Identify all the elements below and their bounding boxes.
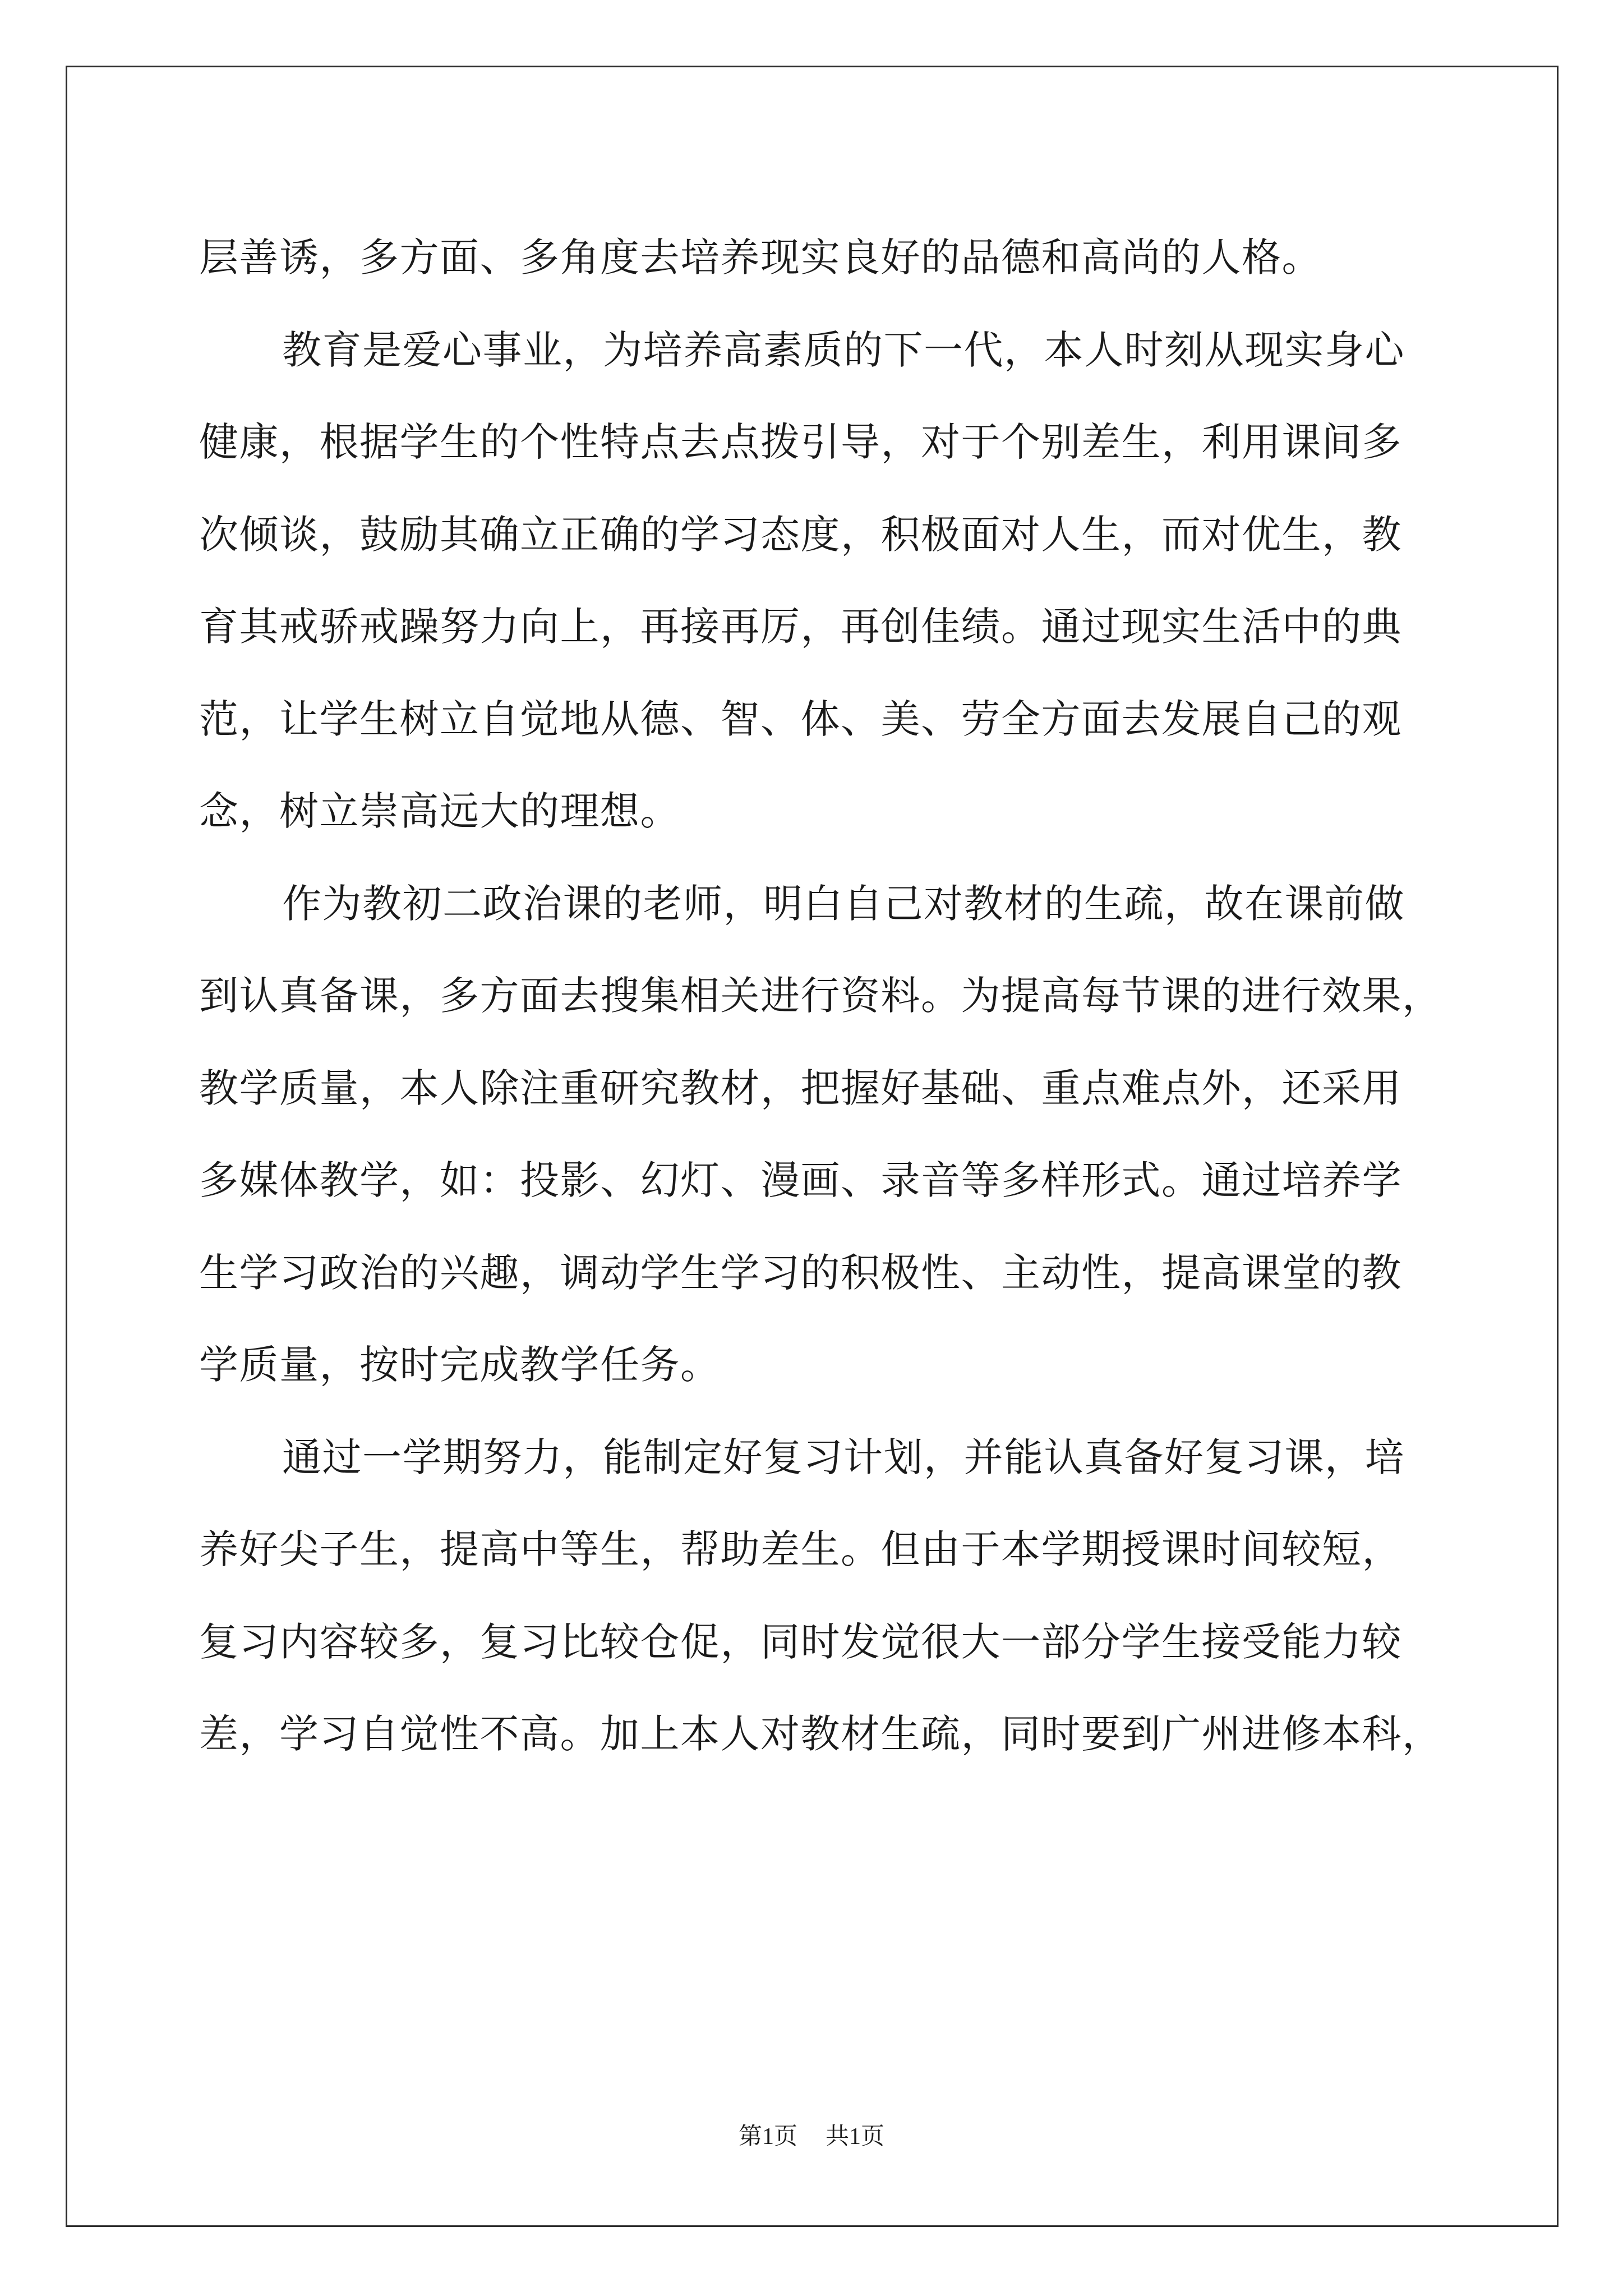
text-line: 到认真备课，多方面去搜集相关进行资料。为提高每节课的进行效果， (199, 973, 1442, 1019)
page-footer (0, 2120, 1623, 2154)
paragraph-start-line: 教育是爱心事业，为培养高素质的下一代，本人时刻从现实身心 (282, 326, 1405, 373)
paragraph-start-line: 作为教初二政治课的老师，明白自己对教材的生疏，故在课前做 (282, 880, 1405, 927)
paragraph-start-line: 通过一学期努力，能制定好复习计划，并能认真备好复习课，培 (282, 1434, 1405, 1480)
page-total: 共1页 (826, 2124, 885, 2150)
text-line: 念，树立崇高远大的理想。 (199, 788, 680, 834)
text-line: 生学习政治的兴趣，调动学生学习的积极性、主动性，提高课堂的教 (199, 1249, 1402, 1296)
text-line: 范，让学生树立自觉地从德、智、体、美、劳全方面去发展自己的观 (199, 696, 1402, 742)
text-line: 多媒体教学，如：投影、幻灯、漫画、录音等多样形式。通过培养学 (199, 1157, 1402, 1203)
text-line: 层善诱，多方面、多角度去培养现实良好的品德和高尚的人格。 (199, 234, 1322, 280)
text-line: 差，学习自觉性不高。加上本人对教材生疏，同时要到广州进修本科， (199, 1711, 1442, 1757)
page-number: 第1页 (738, 2124, 797, 2150)
document-body (199, 211, 1453, 1780)
text-line: 健康，根据学生的个性特点去点拨引导，对于个别差生，利用课间多 (199, 419, 1402, 465)
text-line: 次倾谈，鼓励其确立正确的学习态度，积极面对人生，而对优生，教 (199, 511, 1402, 558)
text-line: 养好尖子生，提高中等生，帮助差生。但由于本学期授课时间较短， (199, 1526, 1402, 1572)
text-line: 育其戒骄戒躁努力向上，再接再厉，再创佳绩。通过现实生活中的典 (199, 604, 1402, 650)
text-line: 复习内容较多，复习比较仓促，同时发觉很大一部分学生接受能力较 (199, 1618, 1402, 1665)
text-line: 教学质量，本人除注重研究教材，把握好基础、重点难点外，还采用 (199, 1065, 1402, 1111)
text-line: 学质量，按时完成教学任务。 (199, 1342, 721, 1388)
